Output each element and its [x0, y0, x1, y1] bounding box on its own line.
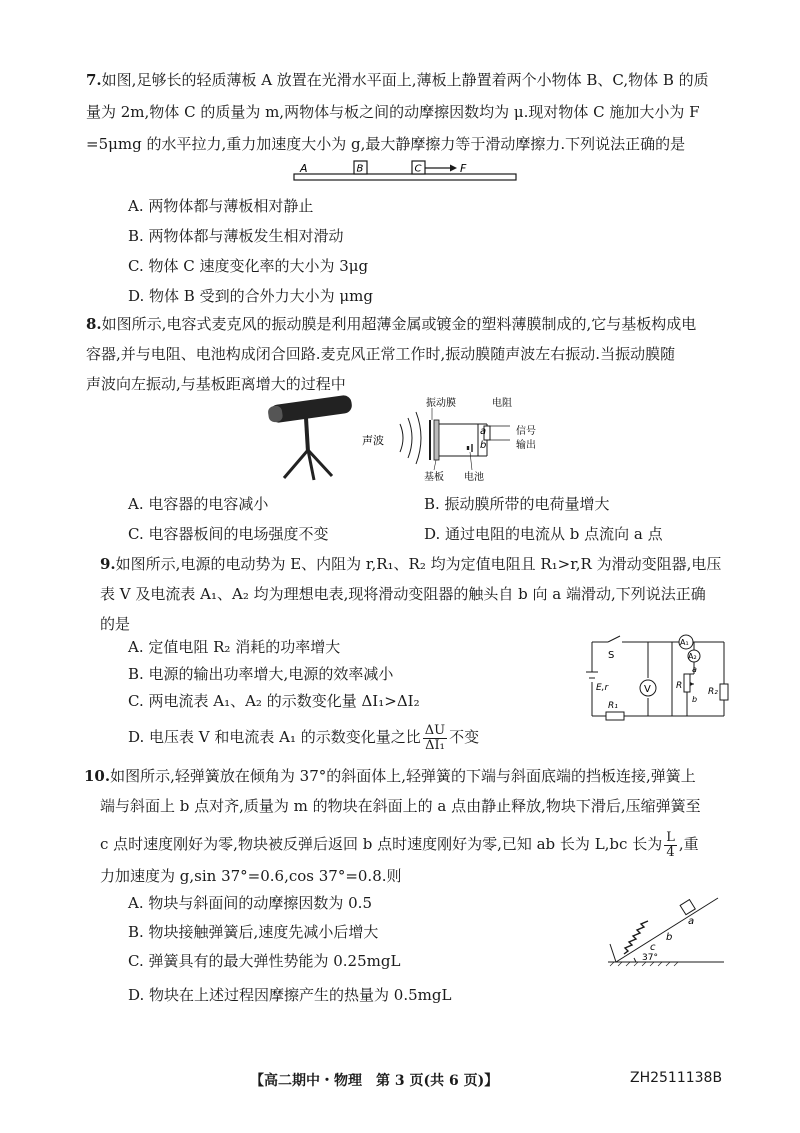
board-a	[294, 174, 516, 180]
q9-line3: 的是	[100, 615, 131, 633]
q10-line1: 10.如图所示,轻弹簧放在倾角为 37°的斜面体上,轻弹簧的下端与斜面底端的挡板连接,弹簧上	[84, 767, 696, 785]
q7-line3: =5μmg 的水平拉力,重力加速度大小为 g,最大静摩擦力等于滑动摩擦力.下列说法正确的是	[86, 135, 686, 153]
q7-option-c: C. 物体 C 速度变化率的大小为 3μg	[128, 257, 369, 275]
block-b-label: B	[356, 163, 364, 175]
block-c-label: C	[414, 163, 422, 175]
membrane-label: 振动膜	[426, 398, 456, 409]
angle-label: 37°	[642, 953, 658, 963]
q10-number: 10.	[84, 767, 111, 785]
point-a: a	[688, 916, 695, 927]
q8-number: 8.	[86, 315, 102, 333]
q10-option-b: B. 物块接触弹簧后,速度先减小后增大	[128, 923, 379, 941]
q8-line1: 8.如图所示,电容式麦克风的振动膜是利用超薄金属或镀金的塑料薄膜制成的,它与基板构成电	[86, 315, 697, 333]
battery-label: 电池	[464, 472, 484, 483]
q8-line2: 容器,并与电阻、电池构成闭合回路.麦克风正常工作时,振动膜随声波左右振动.当振动膜随	[86, 345, 676, 363]
q7-option-a: A. 两物体都与薄板相对静止	[128, 197, 314, 215]
voltmeter-v: V	[644, 684, 651, 695]
q9-line1: 9.如图所示,电源的电动势为 E、内阻为 r,R₁、R₂ 均为定值电阻且 R₁>r,R 为滑动变阻器,电压	[100, 555, 722, 573]
q8-option-b: B. 振动膜所带的电荷量增大	[424, 495, 610, 513]
q8-option-c: C. 电容器板间的电场强度不变	[128, 525, 329, 543]
q10-option-c: C. 弹簧具有的最大弹性势能为 0.25mgL	[128, 952, 401, 970]
q10-option-d: D. 物块在上述过程因摩擦产生的热量为 0.5mgL	[128, 986, 452, 1004]
r2-label: R₂	[708, 687, 718, 697]
q7-option-d: D. 物体 B 受到的合外力大小为 μmg	[128, 287, 373, 305]
q7-option-b: B. 两物体都与薄板发生相对滑动	[128, 227, 344, 245]
point-c: c	[650, 942, 656, 953]
switch-label: S	[608, 650, 615, 661]
microphone-image	[266, 392, 356, 484]
q9-number: 9.	[100, 555, 116, 573]
ammeter-a2: A₂	[688, 652, 697, 661]
rheostat-b: b	[692, 695, 698, 704]
base-label: 基板	[424, 472, 444, 483]
q9-fraction: $\frac{\Delta U}{\text{ΔI₁}}$	[424, 722, 446, 753]
q9-option-c: C. 两电流表 A₁、A₂ 的示数变化量 ΔI₁>ΔI₂	[128, 692, 420, 710]
exam-code: ZH2511138B	[630, 1070, 723, 1086]
ammeter-a1: A₁	[680, 638, 689, 647]
q10-line4: 力加速度为 g,sin 37°=0.6,cos 37°=0.8.则	[100, 867, 402, 885]
sound-wave-label: 声波	[362, 434, 384, 447]
point-a-label: a	[480, 426, 487, 437]
q8-option-a: A. 电容器的电容减小	[128, 495, 269, 513]
source-label: E,r	[596, 683, 609, 693]
q8-option-d: D. 通过电阻的电流从 b 点流向 a 点	[424, 525, 663, 543]
q9-option-b: B. 电源的输出功率增大,电源的效率减小	[128, 665, 394, 683]
q7-figure	[290, 158, 520, 186]
q10-line2: 端与斜面上 b 点对齐,质量为 m 的物块在斜面上的 a 点由静止释放,物块下滑后,压缩弹簧至	[100, 797, 701, 815]
r1-label: R₁	[608, 701, 618, 711]
signal-label-1: 信号	[516, 426, 536, 437]
q9-line2: 表 V 及电流表 A₁、A₂ 均为理想电表,现将滑动变阻器的触头自 b 向 a 端滑动,下列说法正确	[100, 585, 706, 603]
q9-option-a: A. 定值电阻 R₂ 消耗的功率增大	[128, 638, 341, 656]
base-plate	[434, 420, 439, 460]
page-footer: 【高二期中・物理 第 3 页(共 6 页)】	[250, 1073, 499, 1089]
signal-label-2: 输出	[516, 440, 536, 451]
board-a-label: A	[300, 162, 308, 175]
q8-line3: 声波向左振动,与基板距离增大的过程中	[86, 375, 346, 393]
slider-block	[680, 900, 695, 915]
q10-option-a: A. 物块与斜面间的动摩擦因数为 0.5	[128, 894, 372, 912]
rheostat-label: R	[676, 681, 683, 691]
q10-line3: c 点时速度刚好为零,物块被反弹后返回 b 点时速度刚好为零,已知 ab 长为 L,bc 长为 $\frac{L}{4}$ ,重	[100, 829, 699, 860]
q7-number: 7.	[86, 71, 102, 89]
point-b: b	[666, 932, 673, 943]
q10-fraction: $\frac{L}{4}$	[666, 829, 675, 860]
force-label: F	[460, 162, 467, 175]
resistor-label: 电阻	[492, 398, 512, 409]
q7-line2: 量为 2m,物体 C 的质量为 m,两物体与板之间的动摩擦因数均为 μ.现对物体 C 施加大小为 F	[86, 103, 700, 121]
point-b-label: b	[480, 440, 487, 451]
q10-figure	[600, 892, 730, 970]
rheostat-a: a	[692, 665, 697, 674]
q7-line1: 7.如图,足够长的轻质薄板 A 放置在光滑水平面上,薄板上静置着两个小物体 B、C,物体 B 的质	[86, 71, 709, 89]
force-arrow-head	[450, 165, 457, 172]
q9-option-d: D. 电压表 V 和电流表 A₁ 的示数变化量之比 $\frac{\Delta U}{\text{ΔI₁}}$ 不变	[128, 722, 480, 753]
q8-figure	[360, 392, 560, 487]
q9-circuit	[584, 634, 730, 726]
